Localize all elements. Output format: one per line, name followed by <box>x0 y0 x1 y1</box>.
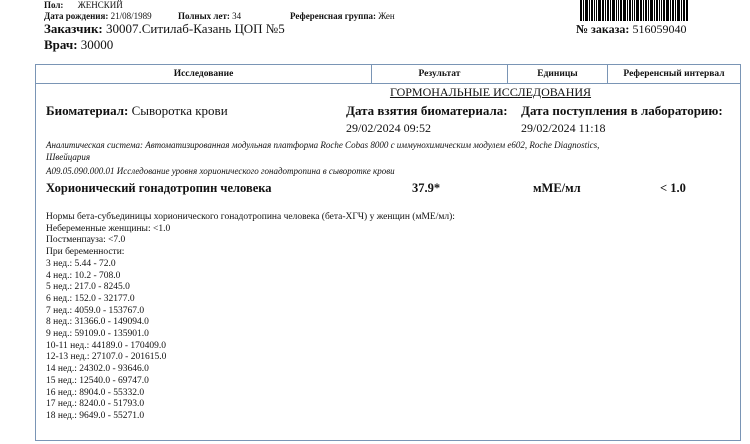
age-label: Полных лет: <box>178 11 230 21</box>
test-code-line: A09.05.090.000.01 Исследование уровня хорионического гонадотропина в сыворотке крови <box>46 166 395 176</box>
order-value: 516059040 <box>632 22 687 36</box>
result-value: 37.9* <box>412 181 441 195</box>
result-units: мМЕ/мл <box>533 181 581 195</box>
norms-line: 7 нед.: 4059.0 - 153767.0 <box>46 305 145 316</box>
received-value: 29/02/2024 11:18 <box>521 121 606 135</box>
norms-line: 16 нед.: 8904.0 - 55332.0 <box>46 387 145 398</box>
biomaterial-label: Биоматериал: <box>46 103 129 118</box>
col-header-reference: Референсный интервал <box>623 69 725 79</box>
norms-line: 4 нед.: 10.2 - 708.0 <box>46 270 121 281</box>
reference-norms <box>46 212 455 423</box>
customer-value: 30007.Ситилаб-Казань ЦОП №5 <box>106 21 285 36</box>
order-label: № заказа: <box>576 22 630 36</box>
norms-line: 18 нед.: 9649.0 - 55271.0 <box>46 410 145 421</box>
table-header <box>36 65 740 84</box>
age-row <box>178 11 241 21</box>
result-name: Хорионический гонадотропин человека <box>46 181 272 195</box>
norms-line: Нормы бета-субъединицы хорионического гонадотропина человека (бета-ХГЧ) у женщин (мМЕ/мл): <box>46 212 455 222</box>
col-header-test: Исследование <box>36 65 372 83</box>
doctor-row <box>44 37 113 53</box>
age-value: 34 <box>232 11 242 21</box>
result-reference: < 1.0 <box>660 181 686 195</box>
collected-label: Дата взятия биоматериала: <box>346 103 508 118</box>
barcode-image <box>580 0 720 21</box>
dob-row <box>44 11 152 21</box>
refgroup-value: Жен <box>378 11 395 21</box>
sex-value: ЖЕНСКИЙ <box>77 0 123 10</box>
results-table <box>35 64 741 441</box>
norms-line: 6 нед.: 152.0 - 32177.0 <box>46 293 135 304</box>
norms-line: Небеременные женщины: <1.0 <box>46 223 171 234</box>
norms-line: 14 нед.: 24302.0 - 93646.0 <box>46 364 149 375</box>
refgroup-row <box>290 11 395 21</box>
dob-value: 21/08/1989 <box>110 11 152 21</box>
collected-value: 29/02/2024 09:52 <box>346 121 432 135</box>
norms-line: При беременности: <box>46 247 125 258</box>
section-title: ГОРМОНАЛЬНЫЕ ИССЛЕДОВАНИЯ <box>389 85 592 99</box>
received-label: Дата поступления в лабораторию: <box>521 103 723 118</box>
sex-label: Пол: <box>44 0 64 10</box>
analytic-system-line1: Аналитическая система: Автоматизированная модульная платформа Roche Cobas 8000 с иммунохимическим модулем e602, Roche Diagnostics, <box>46 140 600 150</box>
norms-line: Постменпауза: <7.0 <box>46 235 126 246</box>
analytic-system-line2: Швейцария <box>46 152 91 162</box>
biomaterial-value: Сыворотка крови <box>131 103 228 118</box>
norms-line: 9 нед.: 59109.0 - 135901.0 <box>46 329 149 340</box>
norms-line: 10-11 нед.: 44189.0 - 170409.0 <box>46 340 166 351</box>
biomaterial <box>46 103 228 119</box>
norms-line: 17 нед.: 8240.0 - 51793.0 <box>46 399 145 410</box>
customer-row <box>44 21 285 37</box>
refgroup-label: Референсная группа: <box>290 11 377 21</box>
doctor-label: Врач: <box>44 37 78 52</box>
collected-date <box>346 103 508 136</box>
norms-line: 12-13 нед.: 27107.0 - 201615.0 <box>46 352 167 363</box>
received-date <box>521 103 723 136</box>
col-header-result: Результат <box>372 65 508 83</box>
customer-label: Заказчик: <box>44 21 103 36</box>
order-number <box>576 22 686 37</box>
doctor-value: 30000 <box>80 37 114 52</box>
dob-label: Дата рождения: <box>44 11 109 21</box>
col-header-units: Единицы <box>508 65 608 83</box>
norms-line: 15 нед.: 12540.0 - 69747.0 <box>46 375 149 386</box>
norms-line: 3 нед.: 5.44 - 72.0 <box>46 258 116 269</box>
norms-line: 8 нед.: 31366.0 - 149094.0 <box>46 317 149 328</box>
sex-row <box>44 0 123 10</box>
norms-line: 5 нед.: 217.0 - 8245.0 <box>46 282 130 293</box>
